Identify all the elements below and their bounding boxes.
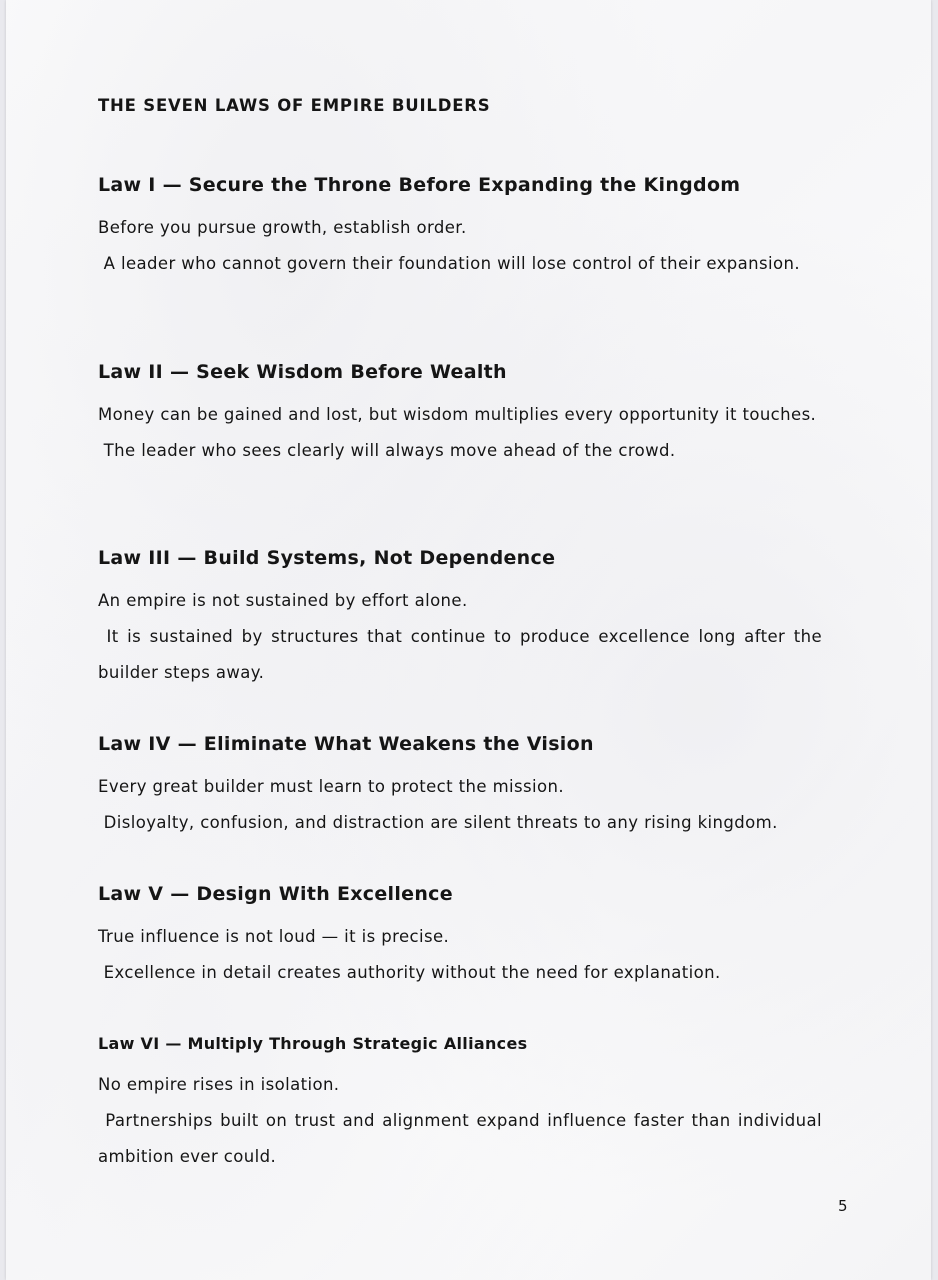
law-1-line-2: A leader who cannot govern their foundation will lose control of their expansion.: [98, 254, 801, 273]
law-5-section: [98, 881, 822, 991]
law-1-heading: Law I — Secure the Throne Before Expanding the Kingdom: [98, 174, 741, 196]
law-6-section: [98, 1031, 828, 1175]
law-1-line-1: Before you pursue growth, establish order.: [98, 218, 467, 237]
law-3-heading: Law III — Build Systems, Not Dependence: [98, 547, 556, 569]
law-6-line-2: Partnerships built on trust and alignment expand influence faster than individual ambition ever could.: [98, 1111, 828, 1166]
law-5-line-2: Excellence in detail creates authority without the need for explanation.: [98, 963, 721, 982]
law-2-line-1: Money can be gained and lost, but wisdom multiplies every opportunity it touches.: [98, 405, 817, 424]
law-5-heading: Law V — Design With Excellence: [98, 883, 453, 905]
page-number: 5: [838, 1197, 848, 1215]
law-6-line-1: No empire rises in isolation.: [98, 1075, 340, 1094]
law-5-line-1: True influence is not loud — it is precise.: [98, 927, 450, 946]
law-4-section: [98, 731, 822, 841]
law-4-heading: Law IV — Eliminate What Weakens the Vision: [98, 733, 594, 755]
document-page: [6, 0, 931, 1280]
law-3-line-1: An empire is not sustained by effort alone.: [98, 591, 468, 610]
law-3-section: [98, 545, 828, 691]
law-2-heading: Law II — Seek Wisdom Before Wealth: [98, 361, 507, 383]
law-1-section: [98, 172, 822, 282]
law-3-line-2: It is sustained by structures that continue to produce excellence long after the builder steps away.: [98, 627, 828, 682]
law-6-heading: Law VI — Multiply Through Strategic Alliances: [98, 1034, 528, 1053]
law-4-line-2: Disloyalty, confusion, and distraction are silent threats to any rising kingdom.: [98, 813, 778, 832]
law-4-line-1: Every great builder must learn to protect the mission.: [98, 777, 565, 796]
document-title: THE SEVEN LAWS OF EMPIRE BUILDERS: [98, 96, 491, 115]
law-2-line-2: The leader who sees clearly will always move ahead of the crowd.: [98, 441, 676, 460]
law-2-section: [98, 359, 822, 469]
